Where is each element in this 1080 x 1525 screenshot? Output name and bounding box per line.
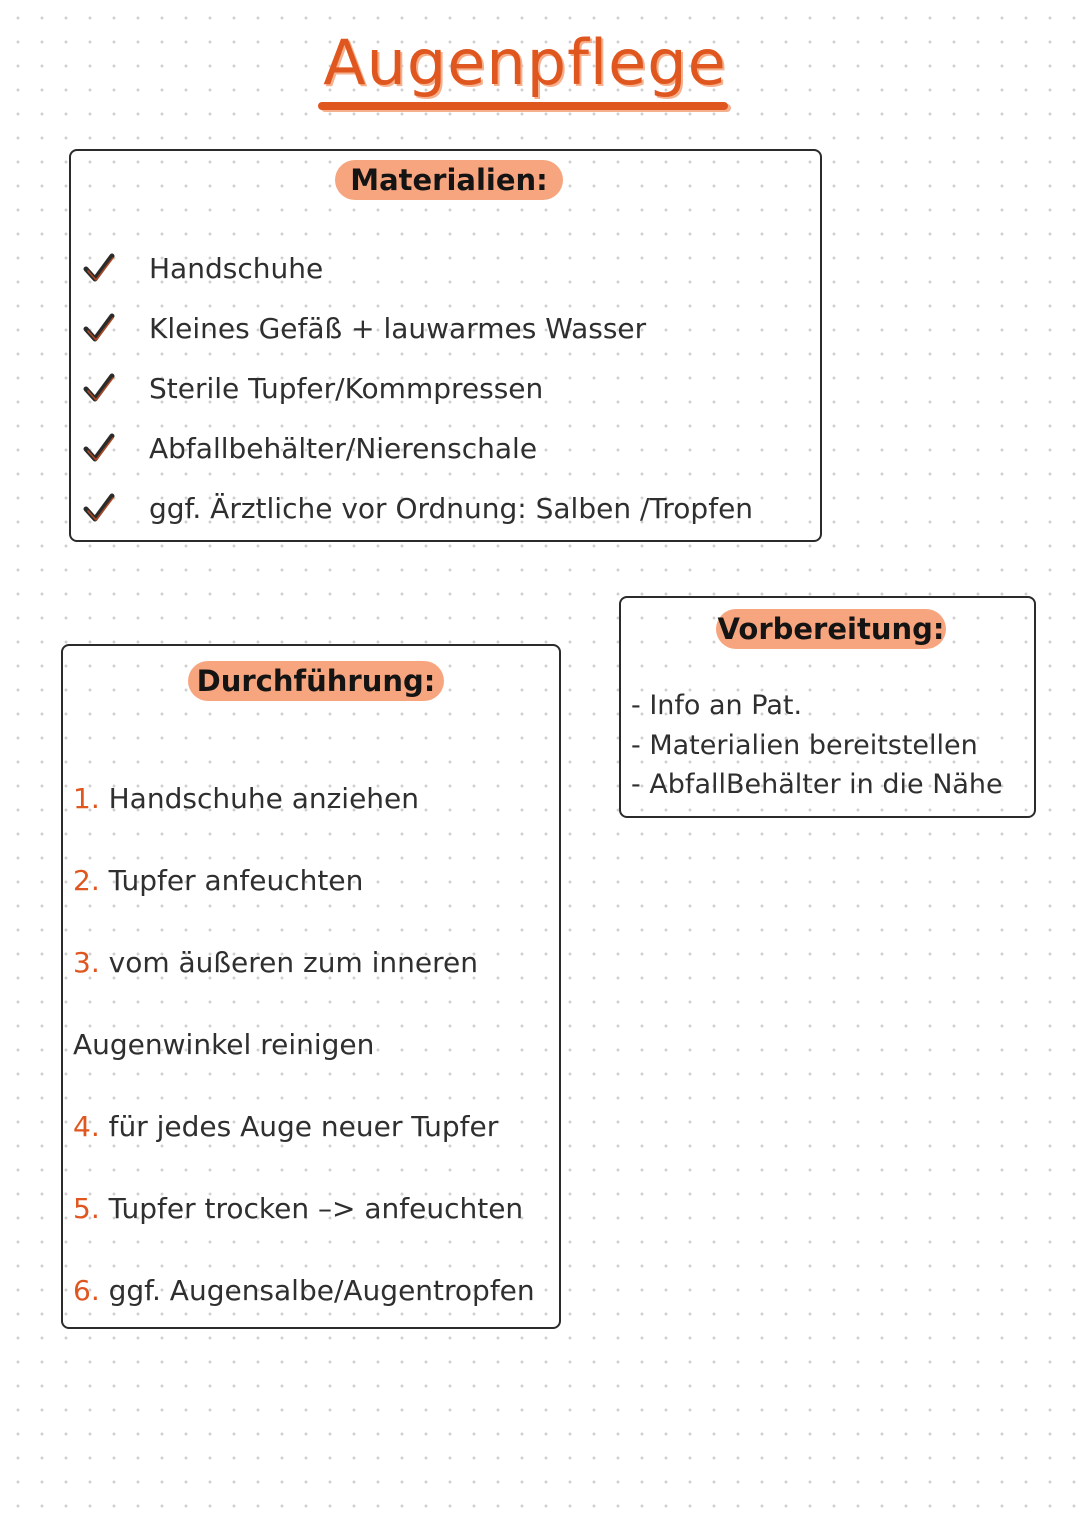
vorbereitung-item: - Materialien bereitstellen (631, 730, 978, 761)
step-number: 6. (73, 1274, 100, 1307)
list-item (79, 303, 646, 353)
checkmark-icon (79, 248, 119, 288)
checkmark-icon (79, 368, 119, 408)
step-item (73, 1028, 374, 1061)
durchfuehrung-box (61, 644, 561, 1329)
step-number: 5. (73, 1192, 100, 1225)
step-text: für jedes Auge neuer Tupfer (99, 1110, 499, 1143)
step-item (73, 782, 419, 815)
materialien-item-label: Handschuhe (149, 251, 324, 285)
materialien-item-label: Sterile Tupfer/Kommpressen (149, 371, 544, 405)
list-item (79, 243, 323, 293)
checkmark-icon (79, 308, 119, 348)
list-item (79, 363, 543, 413)
step-number: 4. (73, 1110, 100, 1143)
materialien-box (69, 149, 822, 542)
vorbereitung-item: - AbfallBehälter in die Nähe (631, 769, 1003, 800)
step-item (73, 946, 478, 979)
list-item (79, 423, 537, 473)
step-text: ggf. Augensalbe/Augentropfen (99, 1274, 535, 1307)
materialien-item-label: Kleines Gefäß + lauwarmes Wasser (149, 311, 647, 345)
durchfuehrung-heading: Durchführung: (188, 661, 444, 701)
step-number: 2. (73, 864, 100, 897)
step-text: vom äußeren zum inneren (99, 946, 479, 979)
step-item (73, 864, 363, 897)
step-number: 1. (73, 782, 100, 815)
title-area (300, 18, 750, 128)
vorbereitung-item: - Info an Pat. (631, 690, 803, 721)
materialien-heading: Materialien: (335, 160, 563, 200)
list-item (79, 483, 753, 533)
step-text: Handschuhe anziehen (99, 782, 420, 815)
step-item (73, 1274, 535, 1307)
page-title: Augenpflege (323, 26, 727, 99)
step-item (73, 1192, 523, 1225)
step-text: Augenwinkel reinigen (73, 1028, 375, 1061)
step-item (73, 1110, 498, 1143)
checkmark-icon (79, 488, 119, 528)
vorbereitung-heading: Vorbereitung: (716, 609, 946, 649)
title-underline (318, 102, 728, 110)
materialien-item-label: ggf. Ärztliche vor Ordnung: Salben /Tropfen (149, 491, 754, 525)
step-number: 3. (73, 946, 100, 979)
vorbereitung-box (619, 596, 1036, 818)
step-text: Tupfer anfeuchten (99, 864, 364, 897)
checkmark-icon (79, 428, 119, 468)
step-text: Tupfer trocken –> anfeuchten (99, 1192, 524, 1225)
materialien-item-label: Abfallbehälter/Nierenschale (149, 431, 538, 465)
